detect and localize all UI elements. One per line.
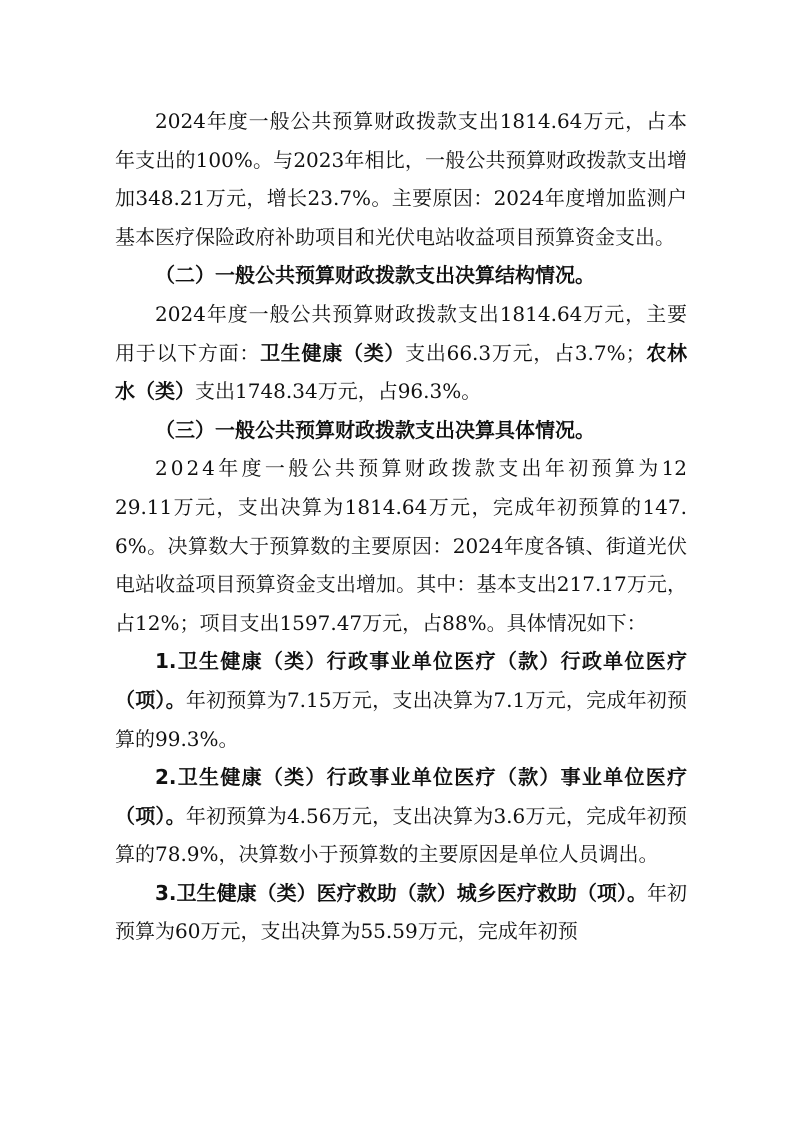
list-item-medical-aid xyxy=(115,874,687,951)
item-title-medical-aid: 3.卫生健康（类）医疗救助（款）城乡医疗救助（项）。 xyxy=(155,880,647,905)
category-label-agriculture: 农林水（类） xyxy=(115,340,688,404)
item-text-institution-medical: 年初预算为4.56万元，支出决算为3.6万元，完成年初预算的78.9%，决算数小于预算数的主要原因是单位人员调出。 xyxy=(115,803,687,867)
category-text-health: 支出66.3万元，占3.7%； xyxy=(405,340,646,365)
structure-intro: 2024年度一般公共预算财政拨款支出1814.64万元，主要用于以下方面： xyxy=(115,301,687,365)
list-item-institution-medical xyxy=(115,758,687,874)
item-title-admin-medical: 1.卫生健康（类）行政事业单位医疗（款）行政单位医疗（项）。 xyxy=(115,649,687,712)
document-body xyxy=(115,102,687,951)
section-heading-structure: （二）一般公共预算财政拨款支出决算结构情况。 xyxy=(155,263,595,288)
details-rest: 1229.11万元，支出决算为1814.64万元，完成年初预算的147.6%。决算数大于预算数的主要原因：2024年度各镇、街道光伏电站收益项目预算资金支出增加。其中：基本支出217.17万元，占12%；项目支出1597.47万元，占88%。具体情况如下： xyxy=(115,456,687,635)
paragraph-expenditure-details xyxy=(115,449,687,642)
category-label-health: 卫生健康（类） xyxy=(260,340,406,365)
details-first-line: 2024年度一般公共预算财政拨款支出年初预算为 xyxy=(155,456,662,481)
category-text-agriculture: 支出1748.34万元，占96.3%。 xyxy=(195,379,482,404)
paragraph-expenditure-structure xyxy=(115,295,687,411)
paragraph-expenditure-overview: 2024年度一般公共预算财政拨款支出1814.64万元，占本年支出的100%。与2023年相比，一般公共预算财政拨款支出增加348.21万元，增长23.7%。主要原因：2024年度增加监测户基本医疗保险政府补助项目和光伏电站收益项目预算资金支出。 xyxy=(115,109,687,249)
item-text-medical-aid: 年初预算为60万元，支出决算为55.59万元，完成年初预 xyxy=(115,880,688,944)
item-title-institution-medical: 2.卫生健康（类）行政事业单位医疗（款）事业单位医疗（项）。 xyxy=(115,765,687,828)
item-text-admin-medical: 年初预算为7.15万元，支出决算为7.1万元，完成年初预算的99.3%。 xyxy=(115,687,687,751)
section-heading-details: （三）一般公共预算财政拨款支出决算具体情况。 xyxy=(155,417,595,442)
list-item-admin-medical xyxy=(115,642,687,758)
